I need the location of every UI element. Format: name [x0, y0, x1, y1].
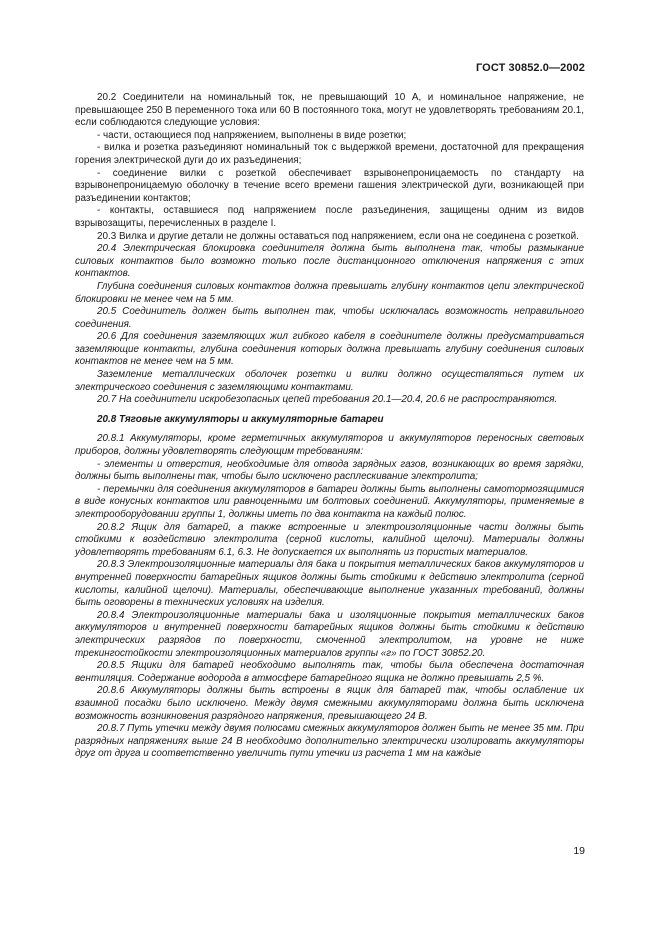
paragraph-20-8-1: 20.8.1 Аккумуляторы, кроме герметичных аккумуляторов и аккумуляторов переносных световых приборов, должны удовлетворять следующим требованиям:: [75, 433, 584, 458]
paragraph-20-8-3: 20.8.3 Электроизоляционные материалы для бака и покрытия металлических баков аккумуляторов и внутренней поверхности батарейных ящиков должны быть стойкими к действию электролита (серной кислоты, калийной щелочи). Материалы, обеспечивающие выполнение указанных требований, должны быть оговорены в технических условиях на изделия.: [75, 559, 584, 609]
paragraph-20-3: 20.3 Вилка и другие детали не должны оставаться под напряжением, если она не соединена с розеткой.: [97, 230, 579, 242]
paragraph-20-8-5: 20.8.5 Ящики для батарей необходимо выполнять так, чтобы была обеспечена достаточная вентиляция. Содержание водорода в атмосфере батарейного ящика не должно превышать 2,5 %.: [75, 660, 584, 684]
page-number: 19: [573, 845, 585, 857]
paragraph-20-7: 20.7 На соединители искробезопасных цепей требования 20.1—20.4, 20.6 не распространяются.: [97, 394, 558, 406]
list-item: - элементы и отверстия, необходимые для отвода зарядных газов, возникающих во время зарядки, должны быть выполнены так, чтобы было исключено расплескивание электролита;: [75, 458, 584, 483]
list-item: - соединение вилки с розеткой обеспечивает взрывонепроницаемость по стандарту на взрывонепроницаемую оболочку в течение всего времени гашения электрической дуги, возникающей при разъединении контактов;: [75, 167, 584, 204]
paragraph-20-8-2: 20.8.2 Ящик для батарей, а также встроенные и электроизоляционные части должны быть стойкими к воздействию электролита (серной кислоты, калийной щелочи). Материалы должны удовлетворять требованиям 6.1, 6.3. Не допускается их выполнять из пористых материалов.: [75, 521, 584, 558]
list-item: - перемычки для соединения аккумуляторов в батареи должны быть выполнены самотормозящимися в виде конусных контактов или равноценными им болтовых соединений. Аккумуляторы, применяемые в электрооборудовании группы 1, должны иметь по два контакта на каждый полюс.: [75, 483, 584, 520]
paragraph-20-4: 20.4 Электрическая блокировка соединителя должна быть выполнена так, чтобы размыкание силовых контактов было возможно только после дистанционного отключения напряжения с этих контактов.: [75, 243, 584, 280]
document-body: [75, 92, 584, 761]
paragraph: Заземление металлических оболочек розетки и вилки должно осуществляться путем их электрического соединения с заземляющими контактами.: [75, 369, 584, 393]
paragraph-20-2: 20.2 Соединители на номинальный ток, не превышающий 10 А, и номинальное напряжение, не превышающее 250 В переменного тока или 60 В постоянного тока, могут не удовлетворять требованиям 20.1, если соблюдаются следующие условия:: [75, 92, 584, 129]
paragraph-20-8-4: 20.8.4 Электроизоляционные материалы бака и изоляционные покрытия металлических баков аккумуляторов и внутренней поверхности батарейных ящиков должны быть стойкими к действию электрических разрядов по поверхности, смоченной электролитом, на уровне не ниже трекингостойкости электроизоляционных материалов группы «г» по ГОСТ 30852.20.: [75, 609, 584, 659]
list-item: - вилка и розетка разъединяют номинальный ток с выдержкой времени, достаточной для прекращения горения электрической дуги до их разъединения;: [75, 142, 584, 166]
list-item: - контакты, оставшиеся под напряжением после разъединения, защищены одним из видов взрывозащиты, перечисленных в разделе I.: [75, 205, 584, 229]
paragraph-20-5: 20.5 Соединитель должен быть выполнен так, чтобы исключалась возможность неправильного соединения.: [75, 306, 584, 330]
paragraph: Глубина соединения силовых контактов должна превышать глубину контактов цепи электрической блокировки не менее чем на 5 мм.: [75, 280, 584, 305]
section-heading-20-8: 20.8 Тяговые аккумуляторы и аккумуляторные батареи: [97, 413, 384, 425]
document-code-header: ГОСТ 30852.0—2002: [475, 62, 585, 74]
list-item: - части, остающиеся под напряжением, выполнены в виде розетки;: [97, 129, 407, 141]
paragraph-20-6: 20.6 Для соединения заземляющих жил гибкого кабеля в соединителе должны предусматриваться заземляющие контакты, глубина соединения которых должна превышать глубину соединения силовых контактов не менее чем на 5 мм.: [75, 331, 584, 368]
paragraph-20-8-6: 20.8.6 Аккумуляторы должны быть встроены в ящик для батарей так, чтобы ослабление их взаимной посадки было исключено. Между двумя смежными аккумуляторами должна быть исключена возможность возникновения разрядного напряжения, превышающего 24 В.: [75, 685, 584, 722]
paragraph-20-8-7: 20.8.7 Путь утечки между двумя полюсами смежных аккумуляторов должен быть не менее 35 мм. При разрядных напряжениях выше 24 В необходимо дополнительно электрически изолировать аккумуляторы друг от друга и соответственно увеличить пути утечки из расчета 1 мм на каждые: [75, 723, 584, 760]
